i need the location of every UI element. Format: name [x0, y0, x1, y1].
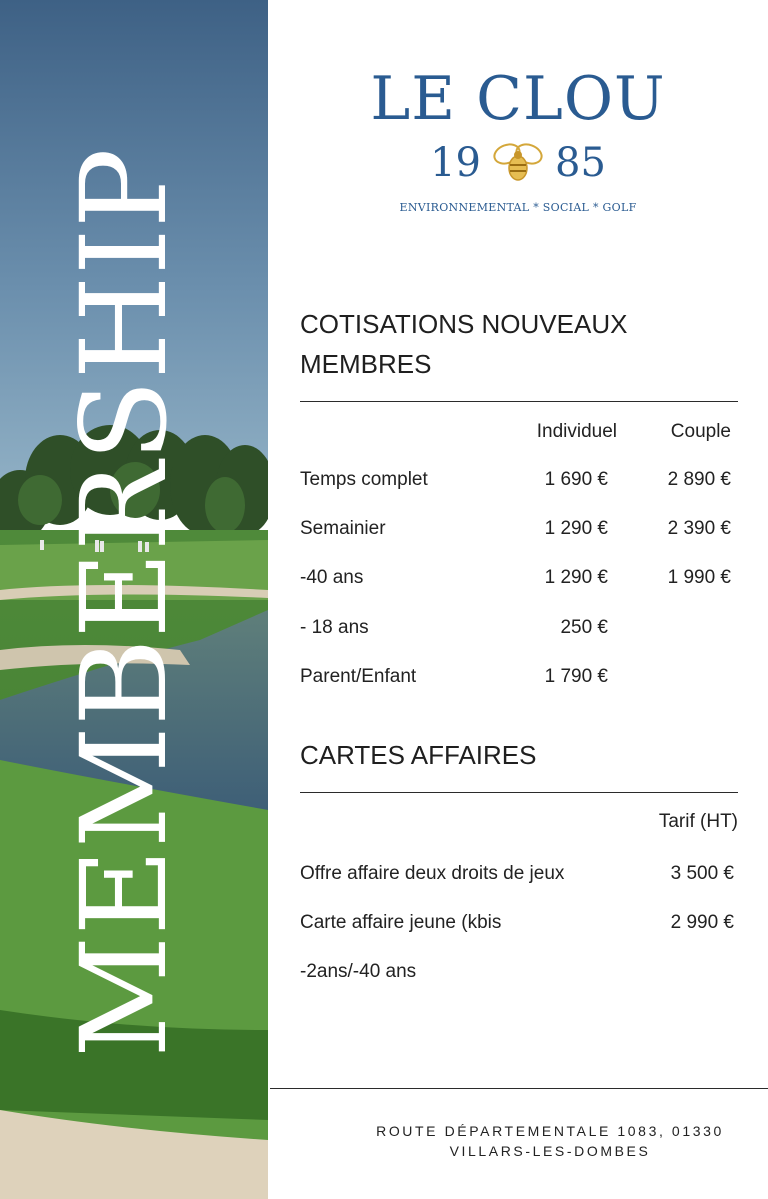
vertical-title — [0, 0, 268, 1199]
address-line1: ROUTE DÉPARTEMENTALE 1083, 01330 — [376, 1123, 724, 1139]
logo-year-right: 85 — [555, 140, 606, 186]
logo-title: LE CLOU — [370, 64, 666, 134]
cotisations-divider — [300, 401, 738, 402]
row-label: Parent/Enfant — [300, 666, 417, 687]
row-label: -40 ans — [300, 567, 364, 588]
golf-course-photo — [0, 0, 268, 1199]
col-header-tarif: Tarif (HT) — [658, 811, 738, 832]
logo-tagline: ENVIRONNEMENTAL * SOCIAL * GOLF — [399, 201, 637, 214]
cotisations-title-line1: COTISATIONS NOUVEAUX — [300, 309, 628, 339]
side-title: MEMBERSHIP — [55, 158, 193, 1058]
footer-divider — [270, 1088, 768, 1089]
row-couple: 1 990 € — [667, 567, 731, 588]
row-label-continued: -2ans/-40 ans — [300, 961, 417, 982]
bee-icon — [491, 140, 545, 186]
logo-year — [268, 140, 768, 186]
row-label: Carte affaire jeune (kbis — [300, 912, 502, 933]
row-label: Offre affaire deux droits de jeux — [300, 863, 565, 884]
row-tarif: 3 500 € — [670, 863, 734, 884]
cotisations-title-line2: MEMBRES — [300, 349, 432, 379]
col-header-individuel: Individuel — [536, 421, 617, 442]
address-line2: VILLARS-LES-DOMBES — [449, 1143, 651, 1159]
cartes-divider — [300, 792, 738, 793]
row-couple: 2 390 € — [667, 518, 731, 539]
row-tarif: 2 990 € — [670, 912, 734, 933]
row-individuel: 1 290 € — [544, 567, 608, 588]
cartes-title: CARTES AFFAIRES — [300, 740, 537, 770]
row-label: Temps complet — [300, 469, 428, 490]
row-individuel: 1 290 € — [544, 518, 608, 539]
row-individuel: 1 790 € — [544, 666, 608, 687]
logo-year-left: 19 — [430, 140, 481, 186]
row-individuel: 1 690 € — [544, 469, 608, 490]
row-individuel: 250 € — [560, 617, 608, 638]
row-couple: 2 890 € — [667, 469, 731, 490]
col-header-couple: Couple — [670, 421, 731, 442]
row-label: Semainier — [300, 518, 386, 539]
row-label: - 18 ans — [300, 617, 369, 638]
